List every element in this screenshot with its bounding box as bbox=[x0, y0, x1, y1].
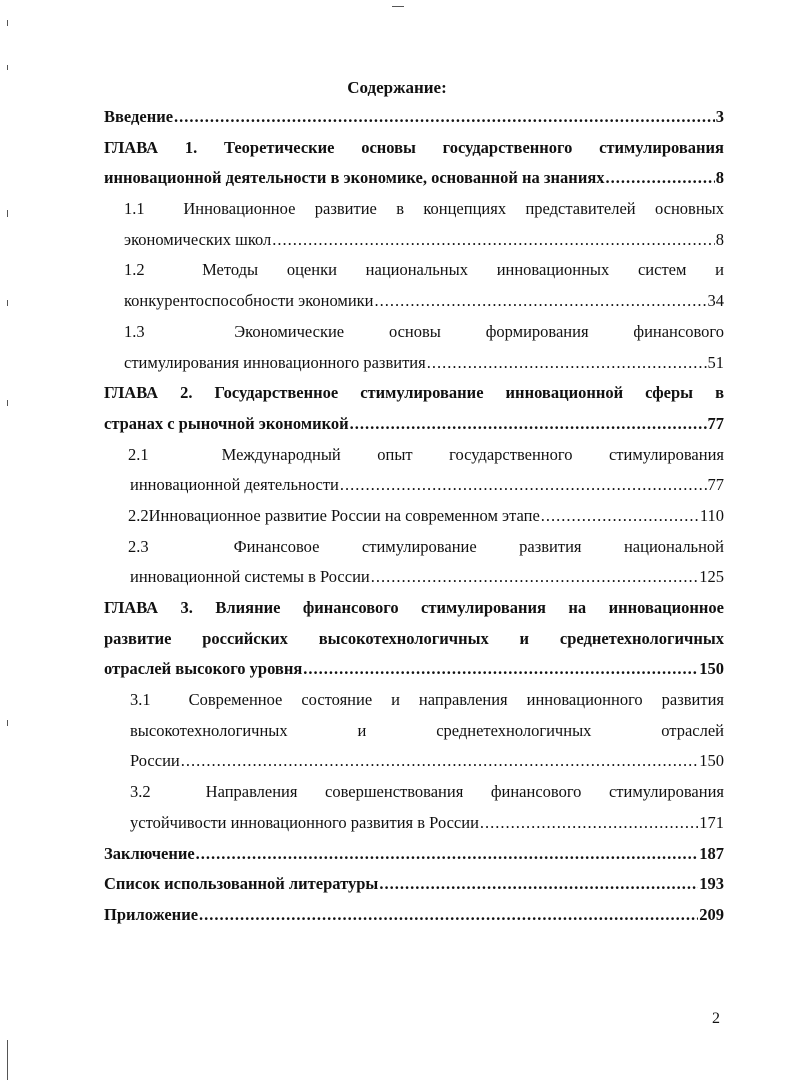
toc-chapter-1-line1: ГЛАВА 1. Теоретические основы государственного стимулирования bbox=[104, 137, 724, 157]
toc-page-number: 8 bbox=[715, 229, 724, 249]
toc-section-1-1-line2: экономических школ ..... 8 bbox=[104, 230, 724, 261]
toc-section-2-1-line1: 2.1 Международный опыт государственного стимулирования bbox=[128, 444, 724, 464]
dot-leader bbox=[303, 659, 698, 679]
dot-leader bbox=[181, 751, 699, 771]
toc-section-2-1-line2: инновационной деятельности ..... 77 bbox=[104, 475, 724, 506]
toc-page-number: 51 bbox=[707, 352, 724, 372]
toc-section-3-2-line1: 3.2 Направления совершенствования финансового стимулирования bbox=[130, 782, 724, 802]
toc-entry-references: Список использованной литературы ..... 193 bbox=[104, 874, 724, 905]
toc-chapter-1-line2: инновационной деятельности в экономике, основанной на знаниях ..... 8 bbox=[104, 168, 724, 199]
toc-section-2-3-line2: инновационной системы в России ..... 125 bbox=[104, 567, 724, 598]
toc-page-number: 125 bbox=[699, 567, 724, 587]
toc-section-1-1-line1: 1.1 Инновационное развитие в концепциях представителей основных bbox=[124, 199, 724, 219]
toc-section-3-1-line3: России ..... 150 bbox=[104, 751, 724, 782]
dot-leader bbox=[427, 353, 707, 373]
toc-section-2-2: 2.2 Инновационное развитие России на современном этапе ..... 110 bbox=[104, 506, 724, 537]
toc-page-number: 8 bbox=[715, 168, 724, 188]
dot-leader bbox=[371, 567, 699, 587]
toc-section-1-2-line2: конкурентоспособности экономики ..... 34 bbox=[104, 291, 724, 322]
dot-leader bbox=[196, 844, 699, 864]
dot-leader bbox=[350, 414, 707, 434]
dot-leader bbox=[480, 813, 698, 833]
toc-entry-intro bbox=[104, 107, 724, 138]
toc-page-number: 110 bbox=[699, 505, 724, 525]
page-title: Содержание: bbox=[347, 78, 447, 97]
toc-page-number: 3 bbox=[715, 107, 724, 126]
toc-section-1-3-line1: 1.3 Экономические основы формирования финансового bbox=[124, 321, 724, 341]
toc-chapter-3-line1: ГЛАВА 3. Влияние финансового стимулирования на инновационное bbox=[104, 598, 724, 617]
toc-section-1-3-line2: стимулирования инновационного развития ..... 51 bbox=[104, 353, 724, 384]
dot-leader bbox=[272, 230, 714, 250]
toc-page-number: 77 bbox=[707, 475, 724, 495]
toc-page-number: 34 bbox=[707, 291, 724, 311]
toc-chapter-3-line2: развитие российских высокотехнологичных и среднетехнологичных bbox=[104, 628, 724, 648]
dot-leader bbox=[199, 905, 698, 925]
dot-leader bbox=[606, 168, 715, 188]
toc-entry-conclusion: Заключение ..... 187 bbox=[104, 844, 724, 875]
toc-chapter-2-line2: странах с рыночной экономикой ..... 77 bbox=[104, 414, 724, 445]
toc-page-number: 171 bbox=[699, 812, 724, 832]
dot-leader bbox=[340, 475, 707, 495]
dot-leader bbox=[375, 291, 707, 311]
toc-page-number: 187 bbox=[699, 843, 724, 863]
toc-section-2-3-line1: 2.3 Финансовое стимулирование развития национальной bbox=[128, 536, 724, 556]
toc-page-number: 150 bbox=[699, 659, 724, 679]
toc-page-number: 209 bbox=[699, 904, 724, 924]
table-of-contents bbox=[104, 107, 724, 936]
toc-section-3-1-line1: 3.1 Современное состояние и направления инновационного развития bbox=[130, 690, 724, 710]
toc-chapter-3-line3: отраслей высокого уровня ..... 150 bbox=[104, 659, 724, 690]
dot-leader bbox=[174, 107, 715, 127]
toc-section-1-2-line1: 1.2 Методы оценки национальных инновационных систем и bbox=[124, 260, 724, 280]
dot-leader bbox=[379, 874, 698, 894]
toc-page-number: 77 bbox=[707, 413, 724, 433]
toc-section-3-1-line2: высокотехнологичных и среднетехнологичных отраслей bbox=[130, 720, 724, 740]
toc-page-number: 193 bbox=[699, 874, 724, 894]
toc-entry-text: Введение bbox=[104, 107, 174, 126]
toc-page-number: 150 bbox=[699, 751, 724, 771]
toc-entry-appendix: Приложение ..... 209 bbox=[104, 905, 724, 936]
toc-section-3-2-line2: устойчивости инновационного развития в России ..... 171 bbox=[104, 813, 724, 844]
dot-leader bbox=[541, 506, 699, 526]
toc-chapter-2-line1: ГЛАВА 2. Государственное стимулирование инновационной сферы в bbox=[104, 383, 724, 403]
page-number: 2 bbox=[712, 1010, 720, 1027]
